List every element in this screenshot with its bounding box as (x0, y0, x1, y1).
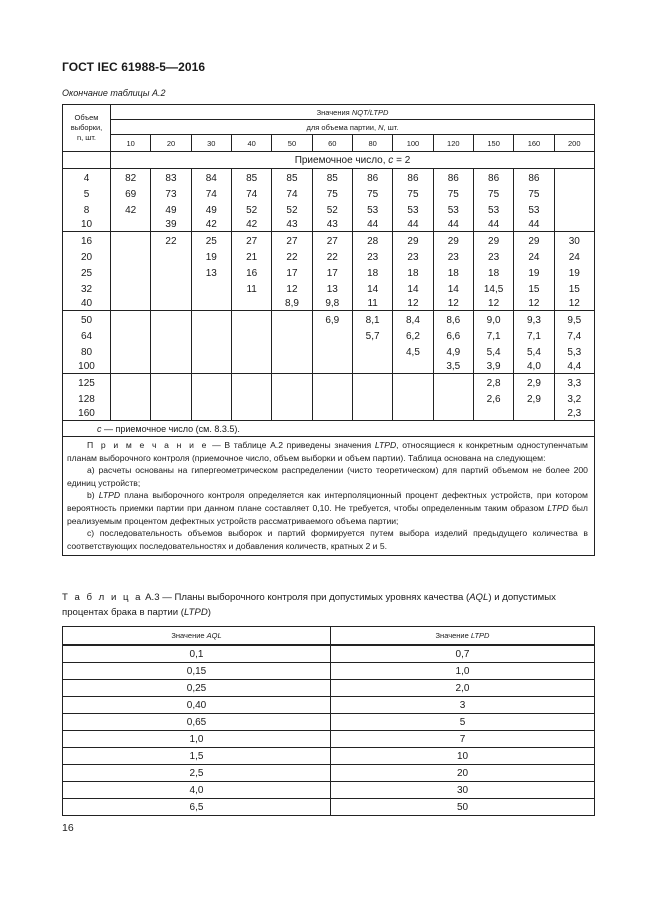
ltpd-value-cell: 75 (352, 185, 392, 201)
ltpd-value-cell (231, 390, 271, 406)
note-item-c: c) последовательность объемов выборок и партий формируется путем выбора изделий предыдущего количества в соответствующих последовательностях и добавления количеств, кратных 2 и 5. (67, 528, 588, 551)
ltpd-value-cell (473, 406, 513, 421)
ltpd-value-cell (151, 343, 191, 359)
sample-size-header-line: Объем (74, 113, 99, 122)
ltpd-value-cell (554, 169, 594, 185)
ltpd-value-cell (433, 390, 473, 406)
aql-value-cell: 2,5 (63, 765, 331, 782)
ltpd-value-cell (433, 374, 473, 390)
sample-group (63, 232, 595, 311)
ltpd-value-cell (312, 343, 352, 359)
note-paragraph: П р и м е ч а н и е — В таблице А.2 приведены значения LTPD, относящиеся к конкретным одноступенчатым планам выборочного контроля (приемочное число, объем выборки и объем партии). Таблица основана на следующем: (67, 440, 588, 463)
ltpd-value-cell: 53 (433, 201, 473, 217)
ltpd-value-cell: 3,9 (473, 359, 513, 374)
ltpd-value-cell: 8,4 (393, 311, 433, 327)
ltpd-value-cell: 44 (433, 217, 473, 232)
ltpd-value-cell: 4,5 (393, 343, 433, 359)
ltpd-value-cell: 42 (231, 217, 271, 232)
ltpd-value-cell: 12 (272, 280, 312, 296)
ltpd-value-cell (111, 217, 151, 232)
lot-size-column: 30 (191, 135, 231, 152)
ltpd-value-cell (393, 359, 433, 374)
ltpd-value-cell: 9,8 (312, 296, 352, 311)
ltpd-value-cell: 52 (231, 201, 271, 217)
ltpd-value-cell (151, 327, 191, 343)
ltpd-value-cell (554, 217, 594, 232)
lot-size-header: для объема партии, N, шт. (111, 120, 595, 135)
ltpd-value-cell: 5,4 (473, 343, 513, 359)
ltpd-value-cell: 23 (433, 248, 473, 264)
ltpd-value-cell: 3 (331, 697, 595, 714)
sample-size-cell: 8 (63, 201, 111, 217)
table-a2 (62, 104, 595, 556)
sample-size-cell: 10 (63, 217, 111, 232)
sample-size-cell: 125 (63, 374, 111, 390)
ltpd-value-cell: 27 (272, 232, 312, 248)
table-row (63, 374, 595, 390)
aql-column-header: Значение AQL (63, 627, 331, 646)
table-row (63, 311, 595, 327)
ltpd-value-cell: 5,4 (514, 343, 554, 359)
ltpd-value-cell: 74 (191, 185, 231, 201)
ltpd-value-cell (191, 359, 231, 374)
ltpd-value-cell: 7,1 (473, 327, 513, 343)
ltpd-value-cell: 11 (231, 280, 271, 296)
document-header: ГОСТ IEC 61988-5—2016 (62, 60, 206, 74)
sample-size-cell: 80 (63, 343, 111, 359)
ltpd-value-cell: 10 (331, 748, 595, 765)
ltpd-value-cell: 18 (393, 264, 433, 280)
table-row (63, 185, 595, 201)
table-row (63, 663, 595, 680)
ltpd-value-cell (231, 406, 271, 421)
ltpd-value-cell: 85 (312, 169, 352, 185)
table-row (63, 697, 595, 714)
ltpd-value-cell (191, 311, 231, 327)
ltpd-value-cell: 44 (352, 217, 392, 232)
ltpd-value-cell: 9,5 (554, 311, 594, 327)
ltpd-value-cell: 84 (191, 169, 231, 185)
sample-size-cell: 32 (63, 280, 111, 296)
table-row (63, 782, 595, 799)
ltpd-value-cell: 44 (473, 217, 513, 232)
ltpd-value-cell: 12 (554, 296, 594, 311)
ltpd-value-cell: 29 (393, 232, 433, 248)
sample-size-cell: 128 (63, 390, 111, 406)
aql-value-cell: 0,40 (63, 697, 331, 714)
ltpd-value-cell: 6,6 (433, 327, 473, 343)
ltpd-value-cell: 53 (514, 201, 554, 217)
ltpd-value-cell (191, 327, 231, 343)
ltpd-value-cell (151, 248, 191, 264)
ltpd-value-cell (393, 406, 433, 421)
ltpd-value-cell: 43 (312, 217, 352, 232)
ltpd-value-cell (151, 374, 191, 390)
ltpd-value-cell (352, 359, 392, 374)
lot-size-column: 60 (312, 135, 352, 152)
table-row (63, 232, 595, 248)
ltpd-value-cell (272, 390, 312, 406)
lot-size-column: 80 (352, 135, 392, 152)
ltpd-value-cell: 14 (433, 280, 473, 296)
sample-size-cell: 16 (63, 232, 111, 248)
ltpd-value-cell: 44 (393, 217, 433, 232)
table-a3-title: Т а б л и ц а А.3 — Планы выборочного контроля при допустимых уровнях качества (AQL) и допустимых процентах брака в партии (LTPD) (62, 592, 556, 618)
ltpd-value-cell (151, 280, 191, 296)
ltpd-value-cell: 22 (272, 248, 312, 264)
ltpd-column-header: Значение LTPD (331, 627, 595, 646)
ltpd-value-cell: 13 (312, 280, 352, 296)
table-row (63, 201, 595, 217)
ltpd-value-cell: 50 (331, 799, 595, 816)
ltpd-value-cell (352, 390, 392, 406)
ltpd-value-cell: 3,5 (433, 359, 473, 374)
ltpd-value-cell (111, 327, 151, 343)
ltpd-value-cell (191, 390, 231, 406)
lot-size-column: 100 (393, 135, 433, 152)
ltpd-value-cell: 8,9 (272, 296, 312, 311)
table-row (63, 799, 595, 816)
table-note (63, 437, 595, 556)
lot-size-column: 20 (151, 135, 191, 152)
empty-cell (63, 152, 111, 169)
acceptance-number-row: Приемочное число, c = 2 (111, 152, 595, 169)
sample-group (63, 311, 595, 374)
ltpd-value-cell (191, 296, 231, 311)
ltpd-value-cell: 42 (191, 217, 231, 232)
ltpd-value-cell: 30 (554, 232, 594, 248)
ltpd-value-cell (111, 248, 151, 264)
ltpd-value-cell: 14 (352, 280, 392, 296)
ltpd-value-cell: 17 (272, 264, 312, 280)
note-item-b: b) LTPD плана выборочного контроля определяется как интерполяционный процент дефектных устройств, при котором вероятность приемки партии при данном плане составляет 0,10. Не требуется, чтобы определенным таким образом LTPD был реализуемым процентом дефектных устройств рассматриваемого объема партии; (67, 490, 588, 526)
ltpd-value-cell (272, 343, 312, 359)
ltpd-value-cell: 75 (433, 185, 473, 201)
ltpd-value-cell (433, 406, 473, 421)
ltpd-value-cell (111, 374, 151, 390)
ltpd-value-cell: 6,2 (393, 327, 433, 343)
ltpd-value-cell (312, 327, 352, 343)
ltpd-value-cell: 24 (554, 248, 594, 264)
ltpd-value-cell (191, 280, 231, 296)
ltpd-value-cell: 22 (312, 248, 352, 264)
ltpd-value-cell: 6,9 (312, 311, 352, 327)
ltpd-value-cell: 53 (473, 201, 513, 217)
ltpd-value-cell: 86 (352, 169, 392, 185)
ltpd-value-cell: 2,9 (514, 374, 554, 390)
ltpd-value-cell: 16 (231, 264, 271, 280)
sample-group (63, 169, 595, 232)
ltpd-value-cell: 28 (352, 232, 392, 248)
sample-size-cell: 160 (63, 406, 111, 421)
ltpd-value-cell (272, 359, 312, 374)
ltpd-value-cell: 4,0 (514, 359, 554, 374)
ltpd-value-cell: 74 (272, 185, 312, 201)
ltpd-value-cell: 23 (352, 248, 392, 264)
ltpd-value-cell (111, 296, 151, 311)
sample-size-cell: 25 (63, 264, 111, 280)
ltpd-value-cell (514, 406, 554, 421)
table-a2-caption: Окончание таблицы А.2 (62, 88, 166, 98)
aql-value-cell: 1,5 (63, 748, 331, 765)
ltpd-value-cell: 2,0 (331, 680, 595, 697)
aql-value-cell: 4,0 (63, 782, 331, 799)
ltpd-value-cell: 14,5 (473, 280, 513, 296)
ltpd-value-cell: 20 (331, 765, 595, 782)
ltpd-value-cell: 49 (151, 201, 191, 217)
ltpd-value-cell: 2,8 (473, 374, 513, 390)
ltpd-value-cell (191, 374, 231, 390)
ltpd-value-cell: 82 (111, 169, 151, 185)
table-row (63, 296, 595, 311)
sample-size-cell: 5 (63, 185, 111, 201)
ltpd-value-cell (352, 374, 392, 390)
ltpd-value-cell: 29 (433, 232, 473, 248)
sample-size-cell: 20 (63, 248, 111, 264)
table-row (63, 169, 595, 185)
ltpd-value-cell: 14 (393, 280, 433, 296)
ltpd-value-cell: 23 (393, 248, 433, 264)
ltpd-value-cell: 86 (393, 169, 433, 185)
ltpd-value-cell: 8,1 (352, 311, 392, 327)
sample-size-cell: 100 (63, 359, 111, 374)
aql-value-cell: 0,15 (63, 663, 331, 680)
lot-size-column: 10 (111, 135, 151, 152)
ltpd-value-cell: 27 (312, 232, 352, 248)
ltpd-value-cell: 11 (352, 296, 392, 311)
ltpd-value-cell (111, 311, 151, 327)
aql-value-cell: 1,0 (63, 731, 331, 748)
ltpd-value-cell: 39 (151, 217, 191, 232)
ltpd-value-cell: 27 (231, 232, 271, 248)
lot-size-column: 40 (231, 135, 271, 152)
ltpd-value-cell: 7,4 (554, 327, 594, 343)
ltpd-value-cell (191, 343, 231, 359)
ltpd-value-cell (151, 359, 191, 374)
ltpd-value-cell (272, 406, 312, 421)
table-row (63, 343, 595, 359)
ltpd-value-cell: 18 (352, 264, 392, 280)
ltpd-value-cell: 19 (191, 248, 231, 264)
lot-size-column: 150 (473, 135, 513, 152)
ltpd-value-cell: 75 (514, 185, 554, 201)
sample-size-header-line: n, шт. (76, 133, 97, 142)
sample-size-cell: 4 (63, 169, 111, 185)
ltpd-value-cell: 9,3 (514, 311, 554, 327)
ltpd-value-cell (352, 343, 392, 359)
ltpd-value-cell: 15 (554, 280, 594, 296)
ltpd-value-cell (111, 264, 151, 280)
ltpd-value-cell: 75 (473, 185, 513, 201)
table-a3 (62, 626, 595, 816)
ltpd-value-cell: 2,9 (514, 390, 554, 406)
ltpd-value-cell (111, 359, 151, 374)
ltpd-value-cell: 12 (433, 296, 473, 311)
ltpd-value-cell (312, 374, 352, 390)
ltpd-value-cell: 29 (514, 232, 554, 248)
ltpd-value-cell (111, 390, 151, 406)
ltpd-value-cell (231, 343, 271, 359)
table-row (63, 390, 595, 406)
ltpd-value-cell (231, 296, 271, 311)
ltpd-value-cell: 5,3 (554, 343, 594, 359)
sample-group (63, 374, 595, 421)
ltpd-value-cell (272, 311, 312, 327)
ltpd-value-cell (272, 374, 312, 390)
ltpd-value-cell: 30 (331, 782, 595, 799)
sample-size-header (63, 105, 111, 152)
sample-size-cell: 40 (63, 296, 111, 311)
table-row (63, 406, 595, 421)
ltpd-value-cell: 43 (272, 217, 312, 232)
table-row (63, 359, 595, 374)
ltpd-value-cell: 8,6 (433, 311, 473, 327)
lot-size-column: 200 (554, 135, 594, 152)
ltpd-value-cell: 52 (272, 201, 312, 217)
ltpd-value-cell (231, 327, 271, 343)
ltpd-value-cell: 53 (393, 201, 433, 217)
ltpd-value-cell: 44 (514, 217, 554, 232)
lot-size-column: 120 (433, 135, 473, 152)
ltpd-value-cell: 85 (231, 169, 271, 185)
aql-value-cell: 6,5 (63, 799, 331, 816)
ltpd-value-cell: 19 (554, 264, 594, 280)
ltpd-value-cell: 12 (473, 296, 513, 311)
table-row (63, 748, 595, 765)
ltpd-value-cell: 2,6 (473, 390, 513, 406)
ltpd-value-cell (111, 343, 151, 359)
ltpd-value-cell (151, 264, 191, 280)
ltpd-value-cell: 85 (272, 169, 312, 185)
table-row (63, 217, 595, 232)
table-row (63, 248, 595, 264)
ltpd-value-cell: 7 (331, 731, 595, 748)
footnote: c — приемочное число (см. 8.3.5). (63, 421, 595, 437)
ltpd-value-cell (312, 406, 352, 421)
lot-size-column: 160 (514, 135, 554, 152)
ltpd-value-cell (393, 374, 433, 390)
ltpd-value-cell (111, 232, 151, 248)
ltpd-value-cell: 25 (191, 232, 231, 248)
page-number: 16 (62, 822, 74, 834)
ltpd-value-cell: 9,0 (473, 311, 513, 327)
ltpd-value-cell (554, 185, 594, 201)
table-row (63, 264, 595, 280)
ltpd-value-cell (352, 406, 392, 421)
table-row (63, 714, 595, 731)
ltpd-value-cell: 42 (111, 201, 151, 217)
ltpd-value-cell: 1,0 (331, 663, 595, 680)
ltpd-value-cell: 2,3 (554, 406, 594, 421)
ltpd-value-cell: 69 (111, 185, 151, 201)
table-row (63, 327, 595, 343)
ltpd-value-cell: 18 (433, 264, 473, 280)
ltpd-value-cell: 12 (393, 296, 433, 311)
ltpd-value-cell: 23 (473, 248, 513, 264)
ltpd-value-cell: 7,1 (514, 327, 554, 343)
ltpd-value-cell (231, 359, 271, 374)
table-row (63, 680, 595, 697)
ltpd-value-cell: 13 (191, 264, 231, 280)
aql-value-cell: 0,25 (63, 680, 331, 697)
aql-value-cell: 0,1 (63, 645, 331, 663)
ltpd-value-cell: 4,9 (433, 343, 473, 359)
sample-size-cell: 50 (63, 311, 111, 327)
ltpd-value-cell: 75 (312, 185, 352, 201)
ltpd-value-cell: 17 (312, 264, 352, 280)
ltpd-value-cell: 3,3 (554, 374, 594, 390)
ltpd-value-cell: 86 (514, 169, 554, 185)
ltpd-value-cell (393, 390, 433, 406)
table-row (63, 765, 595, 782)
table-row (63, 731, 595, 748)
ltpd-value-cell: 75 (393, 185, 433, 201)
ltpd-value-cell: 22 (151, 232, 191, 248)
ltpd-value-cell (151, 406, 191, 421)
ltpd-value-cell: 4,4 (554, 359, 594, 374)
ltpd-value-cell (231, 374, 271, 390)
ltpd-value-cell: 86 (473, 169, 513, 185)
ltpd-value-cell: 5 (331, 714, 595, 731)
ltpd-value-cell (272, 327, 312, 343)
ltpd-value-cell: 53 (352, 201, 392, 217)
ltpd-value-cell: 21 (231, 248, 271, 264)
lot-size-column: 50 (272, 135, 312, 152)
ltpd-value-cell (231, 311, 271, 327)
table-row (63, 645, 595, 663)
values-header: Значения NQT/LTPD (111, 105, 595, 120)
note-item-a: a) расчеты основаны на гипергеометрическом распределении (чисто теоретическом) для партий объемом не более 200 единиц устройств; (67, 465, 588, 488)
ltpd-value-cell: 5,7 (352, 327, 392, 343)
ltpd-value-cell: 24 (514, 248, 554, 264)
ltpd-value-cell (312, 359, 352, 374)
ltpd-value-cell: 83 (151, 169, 191, 185)
ltpd-value-cell (151, 390, 191, 406)
ltpd-value-cell: 86 (433, 169, 473, 185)
ltpd-value-cell: 18 (473, 264, 513, 280)
ltpd-value-cell (312, 390, 352, 406)
ltpd-value-cell: 12 (514, 296, 554, 311)
ltpd-value-cell: 74 (231, 185, 271, 201)
ltpd-value-cell (151, 296, 191, 311)
ltpd-value-cell: 49 (191, 201, 231, 217)
ltpd-value-cell: 0,7 (331, 645, 595, 663)
ltpd-value-cell: 3,2 (554, 390, 594, 406)
sample-size-header-line: выборки, (70, 123, 103, 132)
ltpd-value-cell: 52 (312, 201, 352, 217)
ltpd-value-cell: 15 (514, 280, 554, 296)
aql-value-cell: 0,65 (63, 714, 331, 731)
table-row (63, 280, 595, 296)
ltpd-value-cell: 29 (473, 232, 513, 248)
ltpd-value-cell (191, 406, 231, 421)
sample-size-cell: 64 (63, 327, 111, 343)
ltpd-value-cell: 73 (151, 185, 191, 201)
ltpd-value-cell (554, 201, 594, 217)
ltpd-value-cell (111, 280, 151, 296)
ltpd-value-cell: 19 (514, 264, 554, 280)
ltpd-value-cell (111, 406, 151, 421)
ltpd-value-cell (151, 311, 191, 327)
